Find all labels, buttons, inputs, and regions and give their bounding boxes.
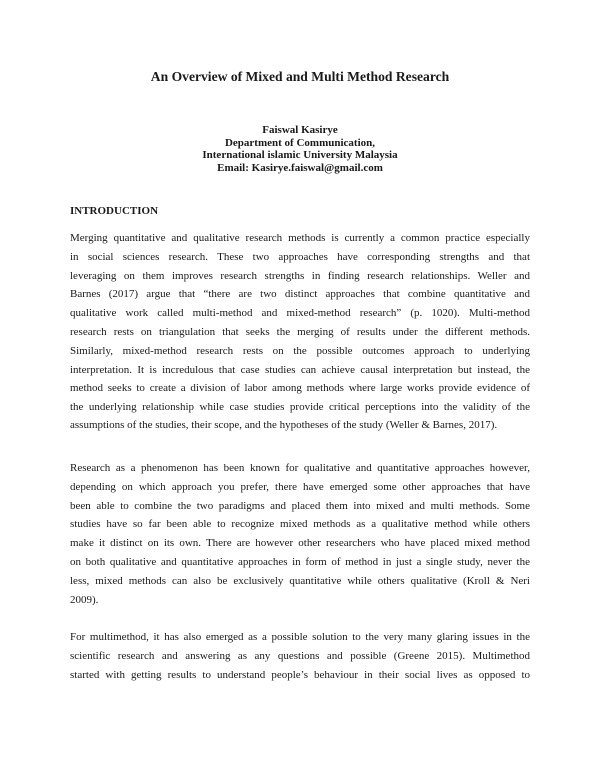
paragraph-line: started with getting results to understand people’s behaviour in their social lives as opposed to (70, 668, 530, 681)
paragraph-line: Barnes (2017) argue that “there are two distinct approaches that combine quantitative and (70, 288, 530, 301)
paragraph-line: less, mixed methods can also be exclusively quantitative while others qualitative (Kroll & Neri (70, 574, 530, 587)
paragraph-line: Similarly, mixed-method research rests on the possible outcomes approach to underlying (70, 344, 530, 357)
paragraph-line: research rests on triangulation that seeks the merging of results under the different methods. (70, 325, 530, 338)
paper-title: An Overview of Mixed and Multi Method Research (150, 69, 450, 84)
paragraph-line: assumptions of the studies, their scope, and the hypotheses of the study (Weller & Barnes, 2017). (70, 419, 498, 432)
paragraph-line: method seeks to create a division of labor among methods where large works provide evidence of (70, 382, 530, 395)
paragraph-1 (70, 229, 530, 435)
paragraph-line: For multimethod, it has also emerged as a possible solution to the very many glaring issues in the (70, 631, 530, 643)
paragraph-line: Merging quantitative and qualitative research methods is currently a common practice especially (70, 232, 530, 244)
paragraph-line: in social sciences research. These two approaches have corresponding strengths and that (70, 250, 530, 263)
author-department: Department of Communication, (224, 136, 375, 149)
paragraph-line: depending on which approach you prefer, there have emerged some other approaches that have (70, 480, 530, 493)
section-heading-introduction: INTRODUCTION (70, 205, 159, 217)
paragraph-3 (70, 628, 530, 684)
paragraph-line: 2009). (70, 593, 99, 606)
paragraph-line: scientific research and answering as any questions and possible (Greene 2015). Multimethod (70, 649, 530, 662)
paragraph-line: leveraging on them improves research strengths in finding research relationships. Weller and (70, 269, 530, 282)
author-email: Email: Kasirye.faiswal@gmail.com (217, 161, 383, 174)
author-university: International islamic University Malaysia (202, 149, 398, 162)
paragraph-line: the underlying relationship while case studies provide critical perceptions into the validity of the (70, 400, 530, 413)
paragraph-line: been able to combine the two paradigms and placed them into mixed and multi methods. Some (70, 499, 530, 512)
author-name: Faiswal Kasirye (262, 124, 338, 136)
paragraph-line: on both qualitative and quantitative approaches in form of method in just a single study, never the (70, 555, 530, 568)
author-block (0, 124, 600, 174)
paragraph-line: Research as a phenomenon has been known for qualitative and quantitative approaches however, (70, 462, 530, 474)
paragraph-2 (70, 459, 530, 609)
paragraph-line: make it distinct on its own. There are however other researchers who have placed mixed method (70, 537, 530, 550)
paragraph-line: qualitative work called multi-method and mixed-method research” (p. 1020). Multi-method (70, 307, 530, 320)
paragraph-line: studies have so far been able to recognize mixed methods as a qualitative method while others (70, 518, 530, 531)
paragraph-line: interpretation. It is incredulous that case studies can achieve causal interpretation but instead, the (70, 363, 530, 376)
